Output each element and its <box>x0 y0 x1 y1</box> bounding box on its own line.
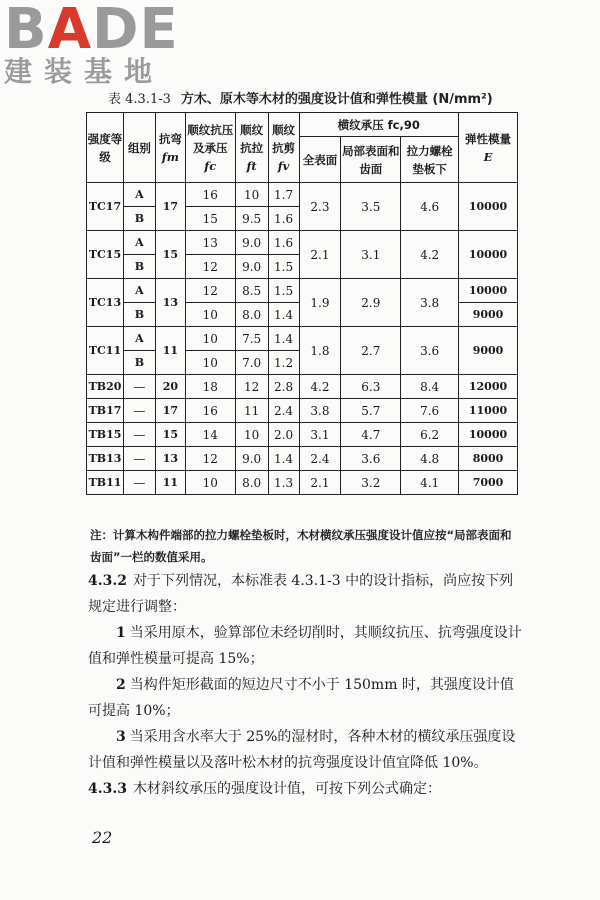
bade-logo <box>4 2 179 88</box>
header-tens: 顺纹抗拉 ft <box>235 113 268 183</box>
table-row: B 12 9.0 1.5 <box>87 255 518 279</box>
header-cross-local: 局部表面和齿面 <box>341 137 401 183</box>
header-modulus: 弹性模量 E <box>459 113 518 183</box>
list-item: 3 当采用含水率大于 25%的湿材时，各种木材的横纹承压强度设计值和弹性模量以及落叶松木材的抗弯强度设计值宜降低 10%。 <box>88 729 516 771</box>
list-item: 2 当构件矩形截面的短边尺寸不小于 150mm 时，其强度设计值可提高 10%； <box>88 677 514 719</box>
table-row: B 15 9.5 1.6 <box>87 207 518 231</box>
list-item: 1 当采用原木，验算部位未经切削时，其顺纹抗压、抗弯强度设计值和弹性模量可提高 15%； <box>88 625 522 667</box>
table-row: TB20 — 20 18 12 2.8 4.2 6.3 8.4 12000 <box>87 375 518 399</box>
table-title: 方木、原木等木材的强度设计值和弹性模量 (N/mm²) <box>180 92 493 107</box>
header-group: 组别 <box>123 113 155 183</box>
page-number: 22 <box>92 828 113 847</box>
table-row: TB15 — 15 14 10 2.0 3.1 4.7 6.2 10000 <box>87 423 518 447</box>
table-row: TC17 A 17 16 10 1.7 2.3 3.5 4.6 10000 <box>87 183 518 207</box>
header-cross-bolt: 拉力螺栓垫板下 <box>401 137 459 183</box>
table-note: 注：计算木构件端部的拉力螺栓垫板时，木材横纹承压强度设计值应按“局部表面和齿面”一栏的数值采用。 <box>90 528 512 564</box>
table-number: 表 4.3.1-3 <box>108 92 171 107</box>
header-grade: 强度等级 <box>87 113 124 183</box>
table-caption <box>108 88 493 107</box>
table-row: B 10 7.0 1.2 <box>87 351 518 375</box>
strength-table <box>86 112 518 495</box>
table-row: TC11 A 11 10 7.5 1.4 1.8 2.7 3.6 9000 <box>87 327 518 351</box>
brand-wordmark: BADE <box>4 0 179 62</box>
table-row: TB17 — 17 16 11 2.4 3.8 5.7 7.6 11000 <box>87 399 518 423</box>
header-comp: 顺纹抗压及承压 fc <box>185 113 235 183</box>
clause-4-3-3: 4.3.3 木材斜纹承压的强度设计值，可按下列公式确定： <box>88 781 441 797</box>
table-row: TC15 A 15 13 9.0 1.6 2.1 3.1 4.2 10000 <box>87 231 518 255</box>
table-row: TB11 — 11 10 8.0 1.3 2.1 3.2 4.1 7000 <box>87 471 518 495</box>
header-cross-full: 全表面 <box>299 137 341 183</box>
clause-4-3-2: 4.3.2 对于下列情况，本标准表 4.3.1-3 中的设计指标，尚应按下列规定进行调整： <box>88 573 514 615</box>
table-row: TC13 A 13 12 8.5 1.5 1.9 2.9 3.8 10000 <box>87 279 518 303</box>
body-text <box>88 568 523 802</box>
header-shear: 顺纹抗剪 fv <box>268 113 299 183</box>
header-cross: 横纹承压 fc,90 <box>299 113 459 137</box>
header-bend: 抗弯 fm <box>155 113 185 183</box>
brand-subtitle: 建装基地 <box>4 55 165 88</box>
table-row: B 10 8.0 1.4 9000 <box>87 303 518 327</box>
table-row: TB13 — 13 12 9.0 1.4 2.4 3.6 4.8 8000 <box>87 447 518 471</box>
